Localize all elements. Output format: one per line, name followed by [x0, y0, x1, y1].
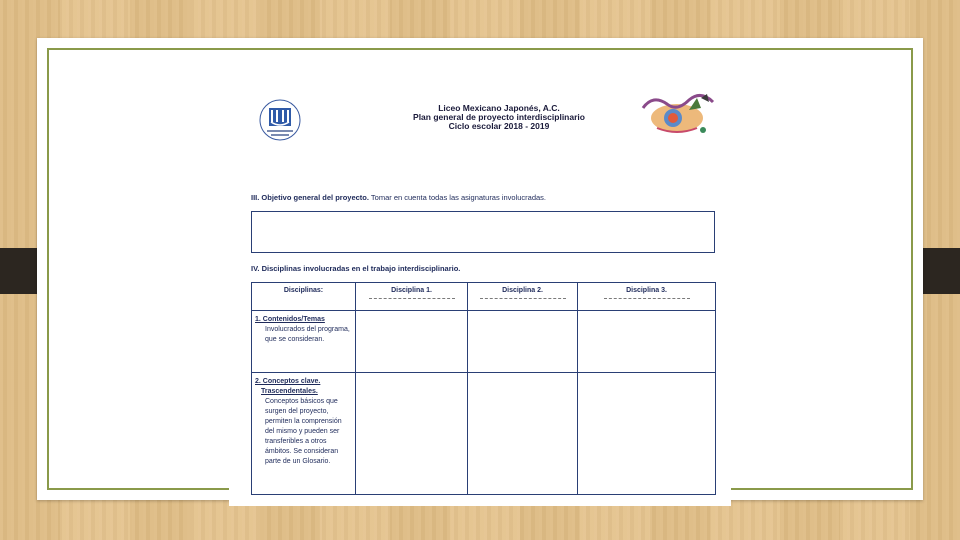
document-header	[329, 104, 669, 131]
section-4	[251, 264, 460, 273]
document-image	[229, 86, 731, 506]
row-1-body: Involucrados del programa, que se consideran.	[265, 326, 350, 343]
section-4-label: IV. Disciplinas involucradas en el trabajo interdisciplinario.	[251, 264, 461, 273]
table-cell	[356, 311, 468, 373]
table-row	[252, 311, 716, 373]
row-contenidos-label	[252, 311, 356, 373]
table-cell	[468, 311, 578, 373]
header-disciplina-2: Disciplina 2.	[468, 283, 578, 311]
section-3-instruction: Tomar en cuenta todas las asignaturas involucradas.	[370, 193, 547, 202]
row-conceptos-label	[252, 373, 356, 495]
row-2-body: Conceptos básicos que surgen del proyecto, permiten la comprensión del mismo y pueden ser transferibles a otros ámbitos. Se consideran parte de un Glosario.	[265, 398, 342, 465]
table-cell	[578, 311, 716, 373]
table-cell	[468, 373, 578, 495]
table-cell	[356, 373, 468, 495]
header-disciplinas: Disciplinas:	[252, 283, 356, 311]
table-cell	[578, 373, 716, 495]
table-row	[252, 373, 716, 495]
slide	[37, 38, 923, 500]
illustration-logo-icon	[637, 90, 717, 138]
row-2-title-2: Trascendentales.	[261, 388, 318, 395]
disciplines-table	[251, 282, 716, 495]
table-header-row	[252, 283, 716, 311]
school-logo-icon	[257, 98, 303, 142]
plan-title: Plan general de proyecto interdisciplinario	[413, 112, 585, 122]
objective-box	[251, 211, 715, 253]
row-2-title: 2. Conceptos clave.	[255, 378, 321, 385]
row-1-title: 1. Contenidos/Temas	[255, 316, 325, 323]
school-name: Liceo Mexicano Japonés, A.C.	[438, 103, 560, 113]
section-3	[251, 193, 546, 202]
section-3-label: III. Objetivo general del proyecto.	[251, 193, 369, 202]
header-disciplina-1: Disciplina 1.	[356, 283, 468, 311]
header-disciplina-3: Disciplina 3.	[578, 283, 716, 311]
school-cycle: Ciclo escolar 2018 - 2019	[448, 121, 550, 131]
